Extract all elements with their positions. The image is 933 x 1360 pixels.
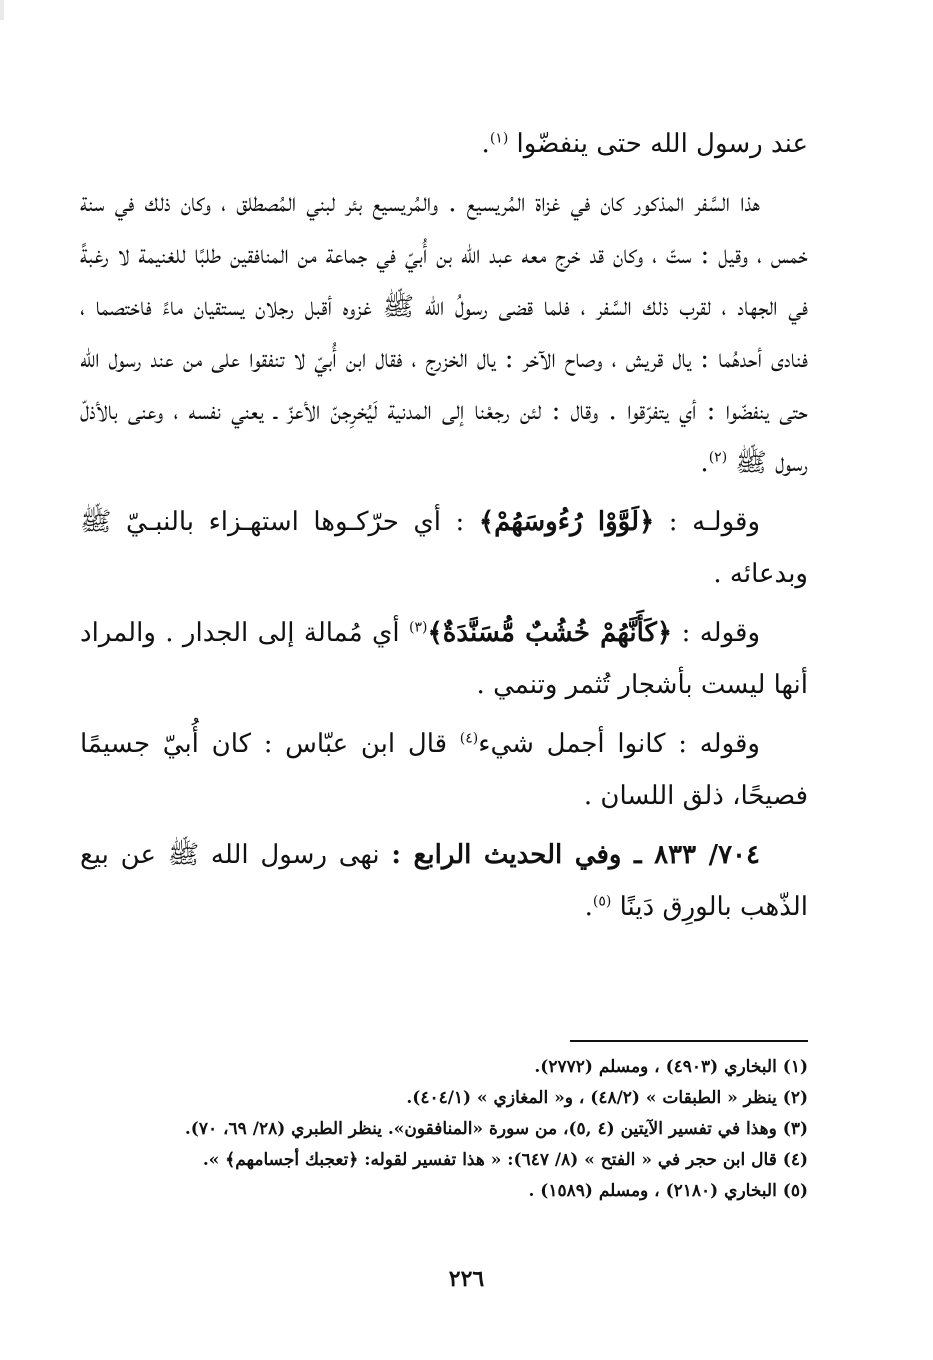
paragraph-text: هذا السَّفر المذكور كان في غزاة المُريسيع . والمُريسيع بئر لبني المُصطلق ، وكان ذلك في سنة خمس ، وقيل : ستّ ، وكان قد خرج معه عبد الله بن أُبيّ في جماعة من المنافقين طلبًا للغنيمة لا رغبةً في الجهاد ، لقرب ذلك السَّفر ، فلما قضى رسولُ الله ﷺ غزوه أقبل رجلان يستقيان ماءً فاختصما ، فنادى أحدهُما : يال قريش ، وصاح الآخر : يال الخزرج ، فقال ابن أُبيّ لا تنفقوا على من عند رسول الله حتى ينفضّوا : أي يتفرّقوا . وقال : لئن رجعْنا إلى المدنية لَيُخرِجنّ الأعزّ ـ يعني نفسه ، وعنى بالأذلّ رسول ﷺ: [80, 188, 808, 478]
footnotes: [90, 1052, 808, 1207]
footnote-ref-2: (٢): [708, 449, 728, 466]
paragraph-end: .: [584, 892, 593, 922]
footnote-ref-3: (٣): [409, 619, 428, 636]
paragraph-end: .: [481, 129, 490, 159]
paragraph-text: : أي حرّكـوها استهـزاء بالنبـيّ ﷺ وبدعائه .: [80, 507, 808, 589]
paragraph-lead: وقوله :: [681, 618, 761, 648]
paragraph-ibn-abbas: [80, 718, 808, 822]
footnote-3: (٣) وهذا في تفسير الآيتين (٤ ,٥)، من سورة «المنافقون». ينظر الطبري (٢٨/ ٦٩، ٧٠).: [184, 1119, 808, 1139]
footnote-1: (١) البخاري (٤٩٠٣) ، ومسلم (٢٧٧٢).: [534, 1057, 808, 1077]
paragraph-lead: وقولـه :: [668, 507, 761, 537]
paragraph-continuation: [80, 118, 808, 170]
paragraph-lead: وقوله : كانوا أجمل شيء: [478, 729, 760, 759]
footnote-ref-1: (١): [489, 130, 509, 147]
quran-verse: ﴿كَأَنَّهُمْ خُشُبٌ مُّسَنَّدَةٌ﴾: [427, 618, 673, 648]
footnote-5: (٥) البخاري (٢١٨٠) ، ومسلم (١٥٨٩) .: [528, 1181, 808, 1201]
paragraph-end: .: [700, 448, 709, 478]
scan-edge-mark: [0, 0, 4, 20]
main-text: [80, 118, 808, 933]
quran-verse: ﴿لَوَّوْا رُءُوسَهُمْ﴾: [478, 507, 655, 537]
footnote-4: (٤) قال ابن حجر في « الفتح » (٨/ ٦٤٧): « هذا تفسير لقوله: ﴿تعجبك أجسامهم﴾ ».: [202, 1150, 808, 1170]
footnote-ref-4: (٤): [459, 730, 479, 747]
hadith-heading: ٧٠٤/ ٨٣٣ ـ وفي الحديث الرابع :: [391, 840, 760, 870]
paragraph-text: نهى رسول الله ﷺ عن بيع الذّهب بالورِق دَينًا: [80, 840, 808, 922]
page-number: ٢٢٦: [448, 1266, 485, 1292]
paragraph-quran-2: [80, 607, 808, 711]
paragraph-hadith: [80, 829, 808, 933]
paragraph-text: أي مُمالة إلى الجدار . والمراد أنها ليست بأشجار تُثمر وتنمي .: [80, 618, 808, 700]
footnote-2: (٢) ينظر « الطبقات » (٤٨/٢) ، و« المغازي » (٤٠٤/١).: [406, 1088, 808, 1108]
paragraph-explanation: [80, 177, 808, 489]
footnote-divider: [570, 1040, 808, 1042]
paragraph-text: قال ابن عبّاس : كان أُبيّ جسيمًا فصيحًا، ذلق اللسان .: [80, 729, 808, 811]
paragraph-quran-1: [80, 496, 808, 600]
paragraph-text: عند رسول الله حتى ينفضّوا: [516, 129, 808, 159]
footnote-ref-5: (٥): [592, 893, 612, 910]
